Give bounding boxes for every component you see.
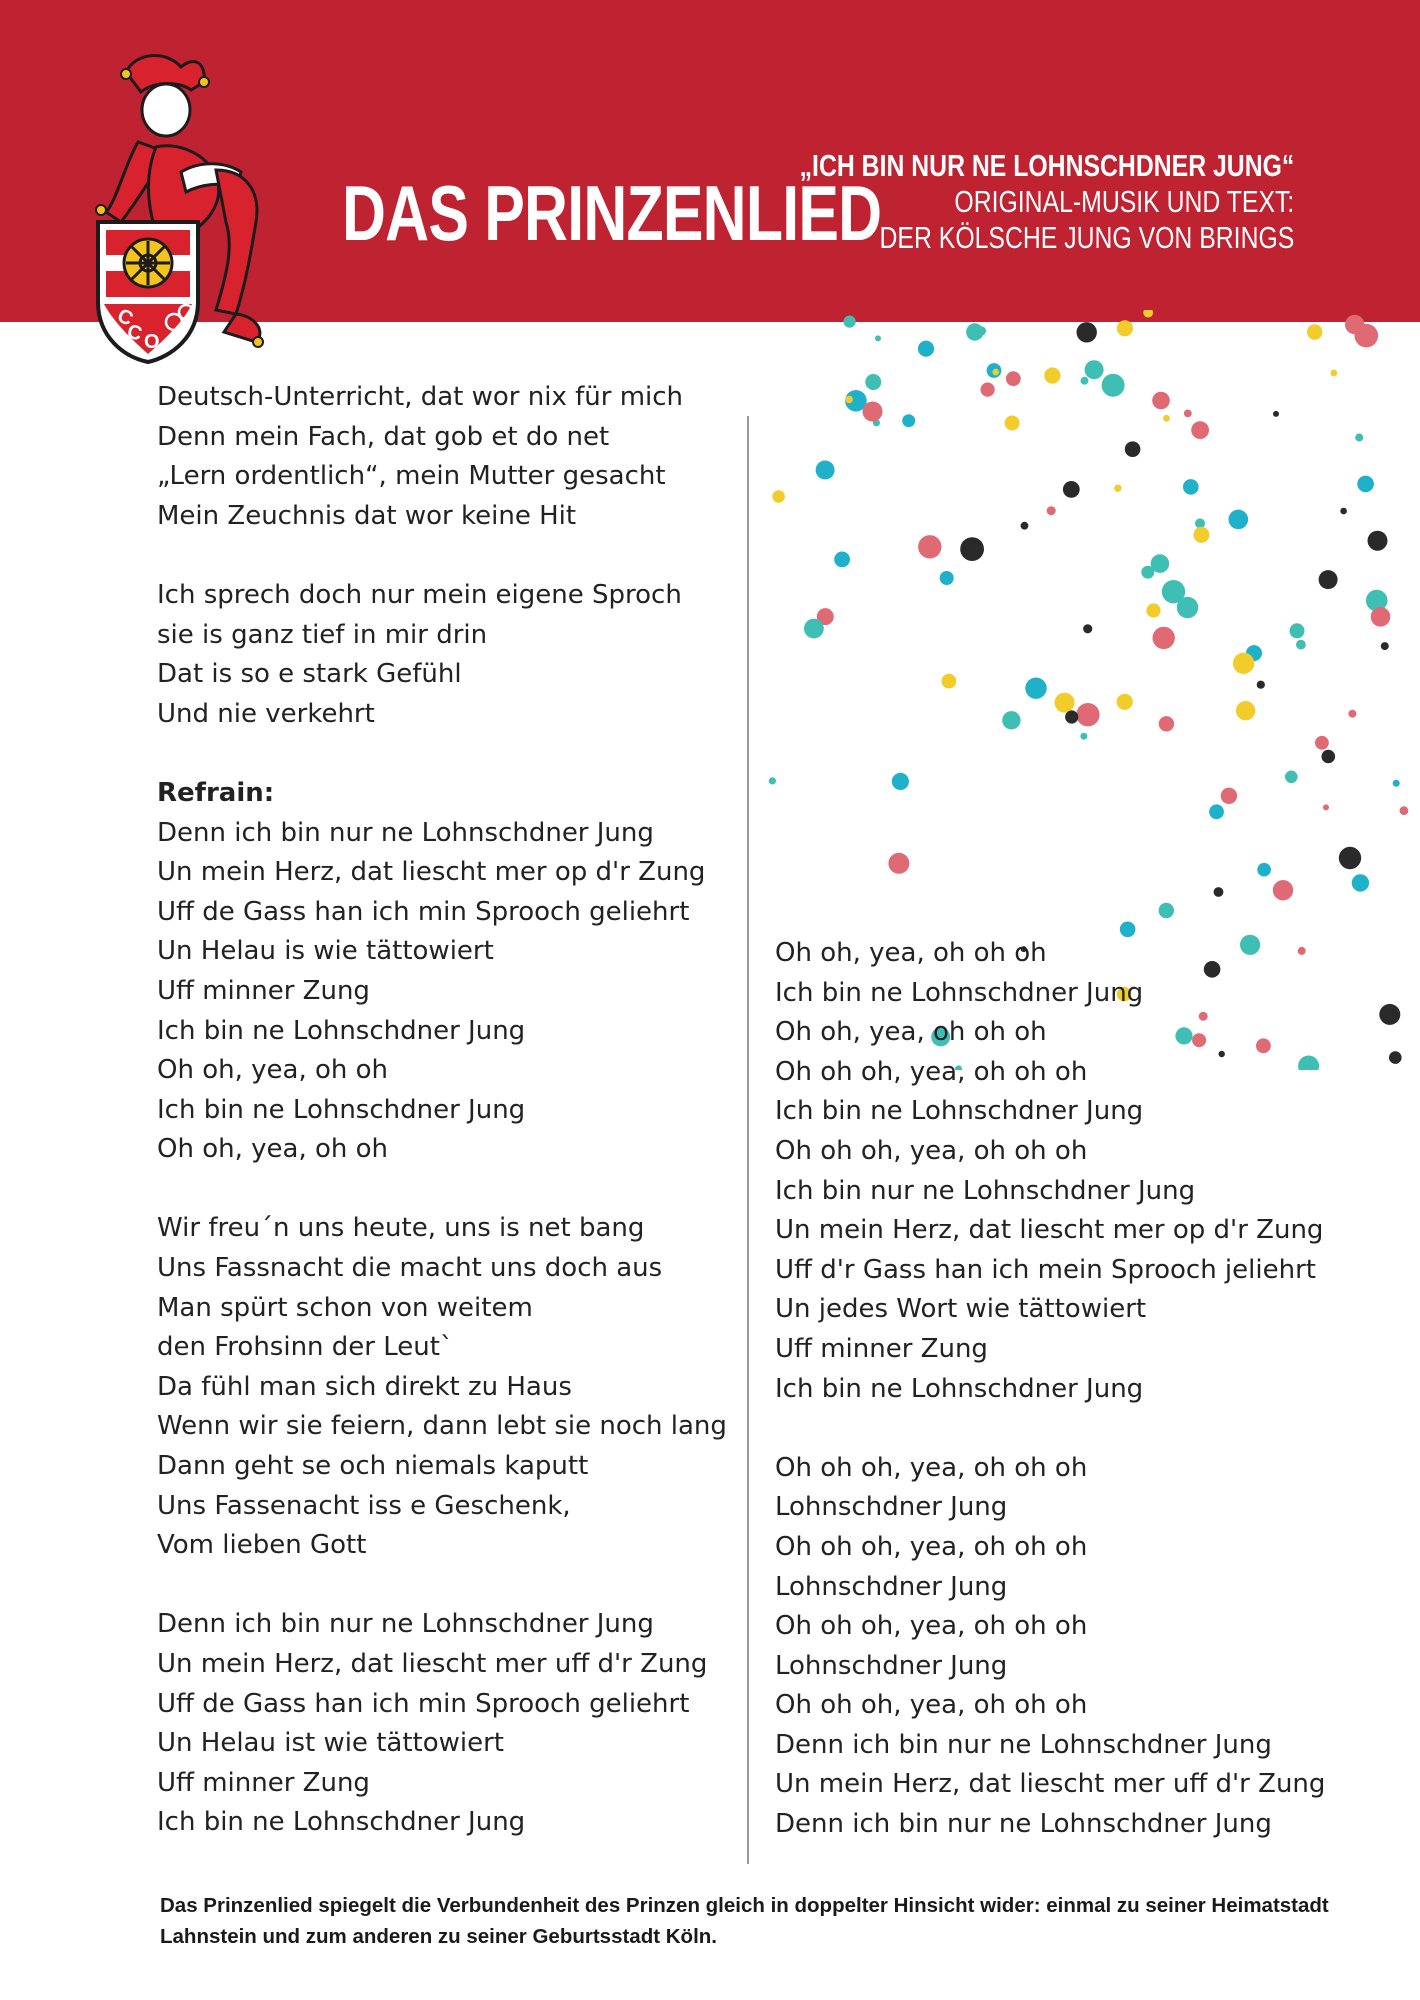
column-divider <box>747 416 749 1864</box>
song-credits <box>799 148 1294 256</box>
confetti-dot <box>1159 903 1174 918</box>
confetti-dot <box>1083 624 1092 633</box>
confetti-dot <box>1221 788 1237 804</box>
confetti-dot <box>1273 880 1293 900</box>
confetti-dot <box>1076 703 1099 726</box>
lyric-line: Uff de Gass han ich min Sprooch geliehrt <box>157 1688 690 1719</box>
confetti-dot <box>845 396 853 404</box>
lyric-line: Oh oh, yea, oh oh oh <box>775 938 1047 968</box>
lyric-line: Un mein Herz, dat liescht mer op d'r Zung <box>157 857 706 888</box>
confetti-dot <box>892 773 909 790</box>
confetti-dot <box>1285 771 1298 784</box>
confetti-dot <box>804 619 824 639</box>
lyric-line: Uns Fassnacht die macht uns doch aus <box>157 1253 663 1284</box>
lyric-line: Uff minner Zung <box>775 1333 988 1364</box>
confetti-dot <box>863 402 883 422</box>
lyric-line: Lohnschdner Jung <box>775 1492 1008 1523</box>
lyric-line: Un jedes Wort wie tättowiert <box>775 1294 1147 1325</box>
confetti-dot <box>1077 322 1097 342</box>
lyric-line: Oh oh oh, yea, oh oh oh <box>775 1056 1088 1087</box>
confetti-dot <box>1236 701 1255 720</box>
lyric-line: Denn ich bin nur ne Lohnschdner Jung <box>775 1809 1272 1840</box>
lyric-line: Denn ich bin nur ne Lohnschdner Jung <box>157 817 654 848</box>
confetti-dot <box>960 537 984 561</box>
confetti-dot <box>1229 510 1249 530</box>
confetti-dot <box>1006 371 1021 386</box>
confetti-dot <box>1331 370 1338 377</box>
confetti-dot <box>1257 863 1271 877</box>
confetti-dot <box>1307 324 1322 339</box>
confetti-dot <box>1209 804 1224 819</box>
confetti-dot <box>1323 804 1329 810</box>
confetti-dot <box>1339 847 1361 869</box>
lyric-line: den Frohsinn der Leut` <box>157 1332 453 1363</box>
credit-line: ORIGINAL-MUSIK UND TEXT: <box>954 184 1294 219</box>
confetti-dot <box>942 674 957 689</box>
confetti-dot <box>1102 374 1125 397</box>
lyric-line: Wir freu´n uns heute, uns is net bang <box>157 1213 645 1244</box>
lyric-line: Oh oh oh, yea, oh oh oh <box>775 1690 1088 1721</box>
lyric-line: Da fühl man sich direkt zu Haus <box>157 1371 572 1402</box>
lyric-line: Lohnschdner Jung <box>775 1571 1008 1602</box>
lyric-line: Vom lieben Gott <box>157 1530 367 1561</box>
confetti-dot <box>1005 416 1020 431</box>
confetti-dot <box>1044 367 1060 383</box>
lyric-line: „Lern ordentlich“, mein Mutter gesacht <box>157 461 666 492</box>
lyric-line: Ich bin ne Lohnschdner Jung <box>157 1094 526 1125</box>
confetti-dot <box>1117 320 1133 336</box>
confetti-dot <box>1352 874 1369 891</box>
confetti-dot <box>966 323 983 340</box>
confetti-dot <box>1152 392 1170 410</box>
lyric-line: Oh oh oh, yea, oh oh oh <box>775 1611 1088 1642</box>
confetti-dot <box>1355 324 1379 348</box>
confetti-dot <box>888 853 909 874</box>
confetti-dot <box>1400 806 1409 815</box>
confetti-dot <box>1393 780 1400 787</box>
svg-text:O: O <box>144 331 160 353</box>
stanza-gap <box>157 734 717 774</box>
confetti-dot <box>1065 710 1078 723</box>
confetti-dot <box>772 490 785 503</box>
lyric-line: Uff d'r Gass han ich mein Sprooch jeliehrt <box>775 1254 1316 1285</box>
confetti-dot <box>1141 566 1154 579</box>
lyric-line: Mein Zeuchnis dat wor keine Hit <box>157 500 577 531</box>
lyric-line: Ich sprech doch nur mein eigene Sproch <box>157 579 682 610</box>
confetti-dot <box>1322 750 1336 764</box>
confetti-dot <box>992 369 999 376</box>
crest-letters: C <box>113 304 137 331</box>
lyric-line: Uff minner Zung <box>157 975 370 1006</box>
lyric-line: Un mein Herz, dat liescht mer uff d'r Zung <box>157 1649 708 1679</box>
lyric-line: Oh oh oh, yea, oh oh oh <box>775 1135 1088 1166</box>
confetti-dot <box>1340 508 1347 515</box>
page-title: DAS PRINZENLIED <box>342 169 882 257</box>
confetti-dot <box>1055 693 1075 713</box>
lyric-line: Oh oh oh, yea, oh oh oh <box>775 1452 1088 1483</box>
confetti-dot <box>1257 681 1265 689</box>
lyric-line: Uns Fassenacht iss e Geschenk, <box>157 1490 571 1521</box>
confetti-dot <box>1021 522 1029 530</box>
confetti-dot <box>769 777 776 784</box>
confetti-dot <box>1389 1051 1402 1064</box>
lyrics-column-left <box>157 378 727 1843</box>
confetti-dot <box>1368 531 1388 551</box>
confetti-dot <box>1143 310 1153 318</box>
confetti-dot <box>1319 570 1338 589</box>
lyric-line: Uff de Gass han ich min Sprooch geliehrt <box>157 896 690 927</box>
confetti-dot <box>1114 485 1121 492</box>
lyric-line: Lohnschdner Jung <box>775 1650 1008 1681</box>
confetti-dot <box>1214 887 1224 897</box>
confetti-dot <box>1193 527 1209 543</box>
refrain-label: Refrain: <box>157 777 275 808</box>
confetti-dot <box>834 552 850 568</box>
confetti-dot <box>1153 627 1175 649</box>
lyric-line: Ich bin ne Lohnschdner Jung <box>775 1373 1144 1404</box>
confetti-dot <box>1025 678 1046 699</box>
confetti-dot <box>865 374 881 390</box>
song-title: „ICH BIN NUR NE LOHNSCHDNER JUNG“ <box>799 148 1294 183</box>
confetti-dot <box>1047 506 1056 515</box>
confetti-dot <box>875 335 881 341</box>
lyric-line: Ich bin ne Lohnschdner Jung <box>157 1015 526 1046</box>
lyric-line: Dat is so e stark Gefühl <box>157 659 462 690</box>
confetti-dot <box>816 461 835 480</box>
confetti-dot <box>1162 580 1185 603</box>
confetti-dot <box>1080 733 1087 740</box>
confetti-dot <box>1348 710 1356 718</box>
confetti-dot <box>1125 441 1141 457</box>
confetti-dot <box>1146 603 1160 617</box>
confetti-dot <box>1183 479 1199 495</box>
lyric-line: Un Helau is wie tättowiert <box>157 936 494 967</box>
stanza-gap <box>775 1409 1375 1449</box>
footer-note: Das Prinzenlied spiegelt die Verbundenheit des Prinzen gleich in doppelter Hinsicht wider: einmal zu seiner Heimatstadt Lahnstein und zum anderen zu seiner Geburtsstadt Köln. <box>160 1894 1329 1948</box>
confetti-dot <box>1081 377 1089 385</box>
lyric-line: sie is ganz tief in mir drin <box>157 619 488 650</box>
confetti-dot <box>1233 653 1254 674</box>
jester-crest-logo <box>86 52 306 364</box>
confetti-dot <box>902 414 915 427</box>
confetti-dot <box>1191 421 1209 439</box>
lyric-line: Oh oh, yea, oh oh <box>157 1055 389 1086</box>
confetti-dot <box>918 535 941 558</box>
lyric-line: Denn mein Fach, dat gob et do net <box>157 421 610 452</box>
stanza-gap <box>157 1566 717 1606</box>
confetti-dot <box>981 383 995 397</box>
confetti-dot <box>940 571 954 585</box>
lyric-line: Uff minner Zung <box>157 1767 370 1798</box>
lyric-line: Oh oh, yea, oh oh <box>157 1134 389 1165</box>
stanza-gap <box>157 536 717 576</box>
lyric-line: Wenn wir sie feiern, dann lebt sie noch lang <box>157 1411 727 1442</box>
confetti-dot <box>918 341 934 357</box>
confetti-dot <box>1063 481 1080 498</box>
confetti-dot <box>1357 476 1374 493</box>
lyric-line: Und nie verkehrt <box>157 698 375 729</box>
lyric-line: Ich bin nur ne Lohnschdner Jung <box>775 1175 1196 1206</box>
lyric-line: Ich bin ne Lohnschdner Jung <box>775 1096 1144 1127</box>
lyric-line: Denn ich bin nur ne Lohnschdner Jung <box>157 1609 654 1640</box>
lyric-line: Un mein Herz, dat liescht mer op d'r Zung <box>775 1215 1324 1246</box>
confetti-dot <box>1163 415 1170 422</box>
confetti-dot <box>1296 640 1306 650</box>
lyric-line: Dann geht se och niemals kaputt <box>157 1451 589 1482</box>
lyric-line: Ich bin ne Lohnschdner Jung <box>775 977 1144 1008</box>
confetti-dot <box>1117 694 1133 710</box>
confetti-dot <box>1002 711 1020 729</box>
confetti-dot <box>1290 623 1305 638</box>
lyric-line: Un mein Herz, dat liescht mer uff d'r Zung <box>775 1769 1326 1800</box>
confetti-dot <box>1159 716 1174 731</box>
lyric-line: Denn ich bin nur ne Lohnschdner Jung <box>775 1729 1272 1760</box>
lyric-line: Man spürt schon von weitem <box>157 1292 533 1323</box>
confetti-dot <box>1315 736 1329 750</box>
confetti-dot <box>1381 642 1389 650</box>
stanza-gap <box>157 1170 717 1210</box>
lyric-line: Un Helau ist wie tättowiert <box>157 1728 504 1759</box>
credit-line: DER KÖLSCHE JUNG VON BRINGS <box>879 220 1294 255</box>
lyric-line: Ich bin ne Lohnschdner Jung <box>157 1807 526 1838</box>
confetti-dot <box>1371 607 1391 627</box>
svg-text:C: C <box>124 320 145 346</box>
confetti-dot <box>1273 411 1279 417</box>
confetti-dot <box>1379 1004 1400 1025</box>
lyric-line: Oh oh, yea, oh oh oh <box>775 1017 1047 1048</box>
confetti-dot <box>844 316 856 328</box>
confetti-dot <box>1195 518 1205 528</box>
lyric-line: Deutsch-Unterricht, dat wor nix für mich <box>157 382 684 412</box>
lyric-line: Oh oh oh, yea, oh oh oh <box>775 1531 1088 1562</box>
confetti-dot <box>1184 410 1192 418</box>
lyrics-column-right <box>775 934 1375 1845</box>
confetti-dot <box>1355 434 1363 442</box>
confetti-dot <box>1085 360 1104 379</box>
